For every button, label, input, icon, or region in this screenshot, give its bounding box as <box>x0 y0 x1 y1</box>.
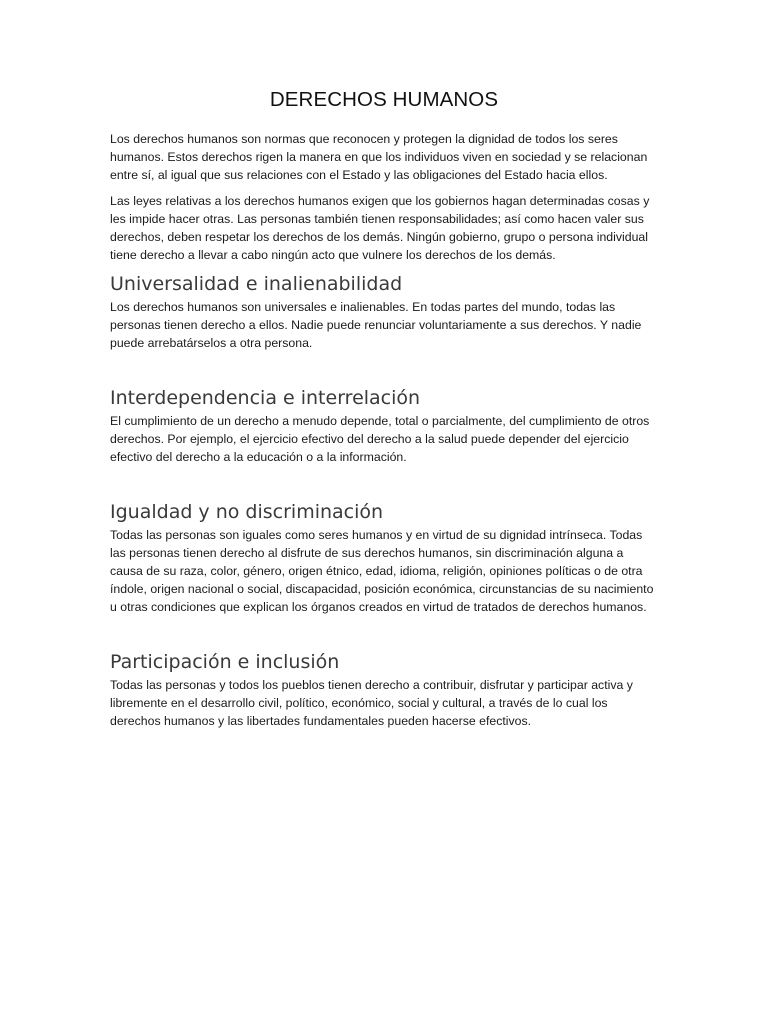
section-body: Todas las personas y todos los pueblos tienen derecho a contribuir, disfrutar y participar activa y libremente en el desarrollo civil, político, económico, social y cultural, a través de lo cual los derechos humanos y las libertades fundamentales pueden hacerse efectivos. <box>110 678 633 728</box>
section-heading: Participación e inclusión <box>110 651 340 673</box>
intro-paragraph-1: Los derechos humanos son normas que reconocen y protegen la dignidad de todos los seres humanos. Estos derechos rigen la manera en que los individuos viven en sociedad y se relacionan entre sí, al igual que sus relaciones con el Estado y las obligaciones del Estado hacia ellos. <box>110 132 648 182</box>
section-heading: Interdependencia e interrelación <box>110 387 421 409</box>
section-igualdad <box>110 500 658 616</box>
section-body: Los derechos humanos son universales e inalienables. En todas partes del mundo, todas las personas tienen derecho a ellos. Nadie puede renunciar voluntariamente a sus derechos. Y nadie puede arrebatárselos a otra persona. <box>110 300 642 350</box>
section-participacion <box>110 650 658 730</box>
section-heading: Universalidad e inalienabilidad <box>110 273 403 295</box>
document-page <box>110 88 658 730</box>
section-interdependencia <box>110 386 658 466</box>
intro-paragraph-2: Las leyes relativas a los derechos humanos exigen que los gobiernos hagan determinadas cosas y les impide hacer otras. Las personas también tienen responsabilidades; así como hacen valer sus derechos, deben respetar los derechos de los demás. Ningún gobierno, grupo o persona individual tiene derecho a llevar a cabo ningún acto que vulnere los derechos de los demás. <box>110 194 650 262</box>
section-heading: Igualdad y no discriminación <box>110 501 384 523</box>
section-body: El cumplimiento de un derecho a menudo depende, total o parcialmente, del cumplimiento de otros derechos. Por ejemplo, el ejercicio efectivo del derecho a la salud puede depender del ejercicio efectivo del derecho a la educación o a la información. <box>110 414 650 464</box>
section-body: Todas las personas son iguales como seres humanos y en virtud de su dignidad intrínseca. Todas las personas tienen derecho al disfrute de sus derechos humanos, sin discriminación alguna a causa de su raza, color, género, origen étnico, edad, idioma, religión, opiniones políticas o de otra índole, origen nacional o social, discapacidad, posición económica, circunstancias de su nacimiento u otras condiciones que explican los órganos creados en virtud de tratados de derechos humanos. <box>110 528 654 614</box>
document-title: DERECHOS HUMANOS <box>269 88 499 111</box>
section-universalidad <box>110 272 658 352</box>
